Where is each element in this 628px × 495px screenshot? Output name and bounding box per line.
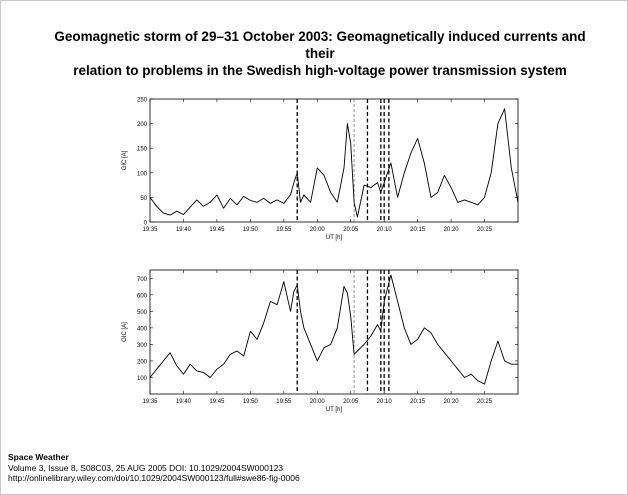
chart2-y-axis-label: GIC [A] [122,322,128,342]
chart2-x-tick-label: 19:50 [242,399,258,405]
chart1-y-tick-label: 150 [136,146,147,153]
chart2-x-tick-label: 20:05 [343,399,359,405]
chart2-y-tick-label: 300 [136,342,147,349]
footer [8,452,300,484]
chart2-x-tick-label: 19:55 [276,399,292,405]
chart2-x-tick-label: 20:00 [309,399,325,405]
footer-url: http://onlinelibrary.wiley.com/doi/10.1029/2004SW000123/full#swe86-fig-0006 [8,473,300,483]
footer-journal: Space Weather [8,452,69,462]
chart2-y-tick-label: 400 [136,326,147,333]
chart1-x-tick-label: 20:25 [477,227,493,233]
chart1-x-tick-label: 19:45 [209,227,225,233]
title-line-1: Geomagnetic storm of 29–31 October 2003: Geomagnetically induced currents and their [54,29,586,61]
chart1-x-axis-label: UT [h] [325,235,343,241]
chart1-y-tick-label: 0 [143,220,147,227]
chart2-x-axis-label: UT [h] [325,407,343,413]
title-line-2: relation to problems in the Swedish high-voltage power transmission system [73,63,567,78]
chart1-y-tick-label: 100 [136,171,147,178]
chart2-y-tick-label: 600 [136,293,147,300]
chart2-y-tick-label: 200 [136,359,147,366]
chart2-y-tick-label: 700 [136,276,147,283]
chart1-x-tick-label: 20:20 [443,227,459,233]
chart1-x-tick-label: 20:15 [410,227,426,233]
chart1-x-tick-label: 19:40 [175,227,191,233]
chart1-series-line [150,109,518,217]
chart2-x-tick-label: 20:25 [477,399,493,405]
chart1-y-tick-label: 50 [140,195,147,202]
chart1-x-tick-label: 20:10 [376,227,392,233]
chart1-x-tick-label: 20:00 [309,227,325,233]
chart1-y-axis-label: GIC [A] [122,150,128,171]
chart1-x-tick-label: 19:50 [242,227,258,233]
chart2-series-line [150,275,518,384]
chart1-plot-area [150,99,518,222]
footer-citation: Volume 3, Issue 8, S08C03, 25 AUG 2005 DOI: 10.1029/2004SW000123 [8,462,284,473]
chart2-x-tick-label: 19:45 [209,399,225,405]
chart2-x-tick-label: 19:35 [142,399,158,405]
chart1-x-tick-label: 19:55 [276,227,292,233]
chart1-y-tick-label: 250 [136,97,147,104]
chart2-x-tick-label: 19:40 [175,399,191,405]
chart1-x-tick-label: 20:05 [343,227,359,233]
chart2-x-tick-label: 20:20 [443,399,459,405]
chart1-y-tick-label: 200 [136,122,147,129]
chart2-x-tick-label: 20:10 [376,399,392,405]
chart2-y-tick-label: 100 [136,375,147,382]
chart1-x-tick-label: 19:35 [142,227,158,233]
chart2-y-tick-label: 500 [136,309,147,316]
chart2-x-tick-label: 20:15 [410,399,426,405]
